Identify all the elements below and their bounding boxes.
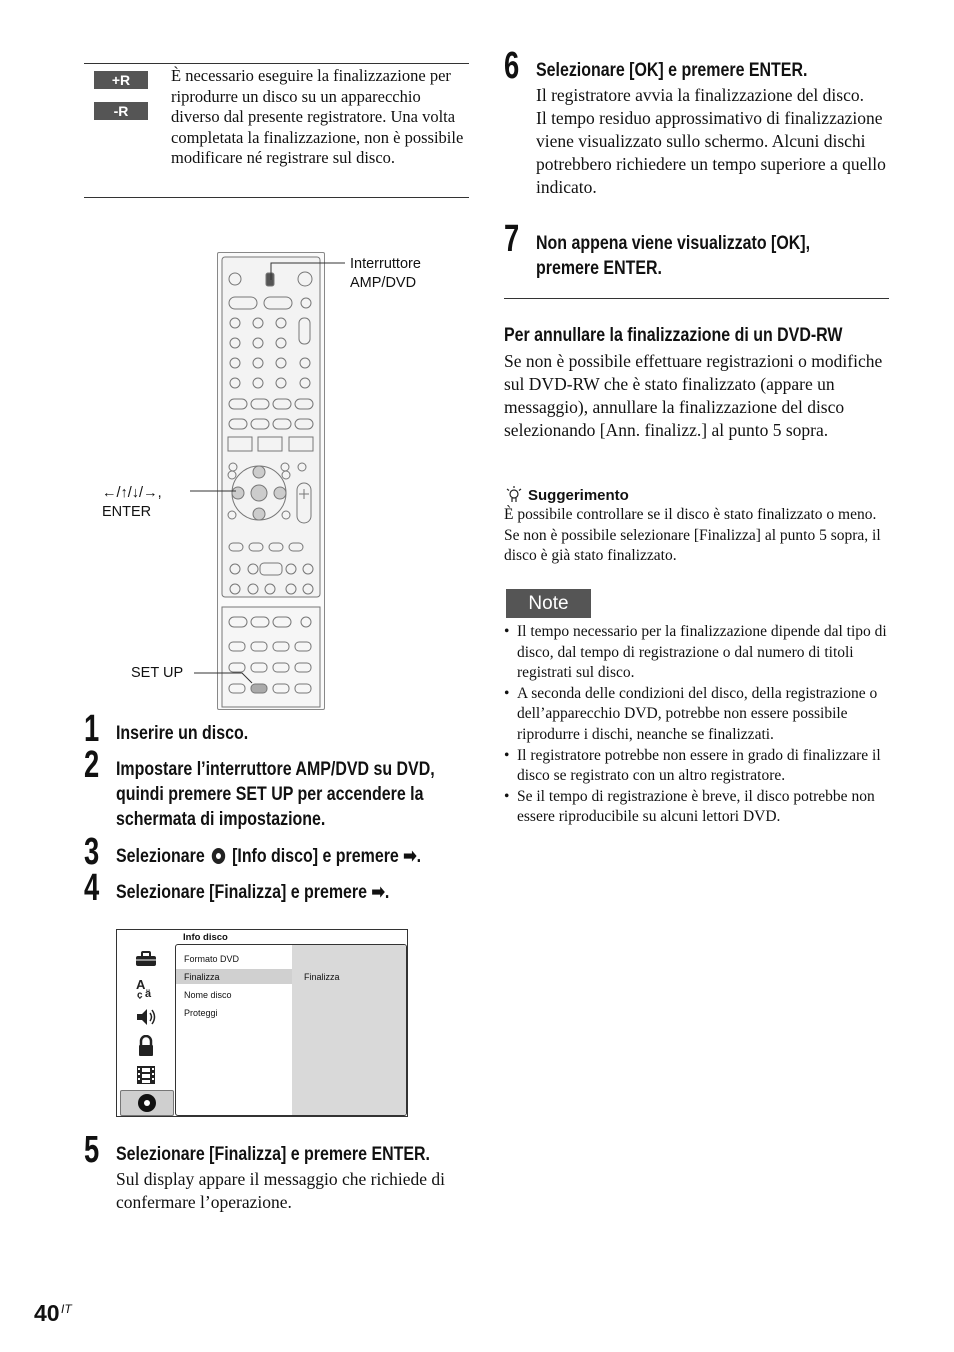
notes-list (504, 622, 889, 828)
table-bottom-rule (84, 197, 469, 198)
toolbox-icon (120, 946, 172, 972)
menu-right-finalizza: Finalizza (304, 972, 340, 982)
note-item: • Il tempo necessario per la finalizzazione dipende dal tipo di disco, dal tempo di registrazione o dal numero di titoli registrati sul disco. (504, 622, 889, 684)
step-1-number: 1 (84, 708, 99, 750)
note-badge: Note (506, 589, 591, 618)
step-2-number: 2 (84, 744, 99, 786)
step-7-number: 7 (504, 218, 519, 260)
disc-icon (212, 848, 225, 864)
menu-item-proteggi[interactable]: Proteggi (184, 1008, 218, 1018)
step-5-body: Sul display appare il messaggio che richiede di confermare l’operazione. (116, 1169, 446, 1212)
table-top-rule (84, 63, 469, 64)
step-2-heading: Impostare l’interruttore AMP/DVD su DVD, quindi premere SET UP per accendere la schermata di impostazione. (116, 759, 435, 830)
label-switch: Interruttore AMP/DVD (350, 256, 421, 291)
language-icon (120, 975, 172, 1001)
badge-minus-r: -R (94, 102, 148, 120)
step-7-heading: Non appena viene visualizzato [OK], premere ENTER. (536, 233, 811, 279)
menu-panel (175, 944, 407, 1116)
note-item: • A seconda delle condizioni del disco, della registrazione o dell’apparecchio DVD, potrebbe non essere possibile riprodurre i dischi, neanche se finalizzati. (504, 684, 889, 746)
label-setup: SET UP (131, 665, 184, 681)
tip-body: È possibile controllare se il disco è stato finalizzato o meno. Se non è possibile selezionare [Finalizza] al punto 5 sopra, il disco è già stato finalizzato. (504, 506, 881, 565)
page-number: 40 (34, 1300, 60, 1326)
film-icon (120, 1062, 172, 1088)
step-6-number: 6 (504, 45, 519, 87)
menu-right-panel (292, 945, 406, 1115)
disc-icon (120, 1090, 174, 1116)
step-5-heading: Selezionare [Finalizza] e premere ENTER. (116, 1144, 430, 1165)
lock-icon (120, 1033, 172, 1059)
step-6-body: Il registratore avvia la finalizzazione del disco. Il tempo residuo approssimativo di finalizzazione viene visualizzato sullo schermo. Alcuni dischi potrebbero richiedere un tempo superiore a quello indicato. (536, 85, 886, 197)
table-note-text: È necessario eseguire la finalizzazione per riprodurre un disco su un apparecchio diverso dal presente registratore. Una volta completata la finalizzazione, non è possibile modificare né registrare sul disco. (171, 66, 464, 167)
note-item: • Il registratore potrebbe non essere in grado di finalizzare il disco se registrato con un altro registratore. (504, 746, 889, 787)
step-5-number: 5 (84, 1129, 99, 1171)
step-3-heading: Selezionare [Info disco] e premere ➡. (116, 846, 422, 867)
step-4-number: 4 (84, 867, 99, 909)
step-4-heading: Selezionare [Finalizza] e premere ➡. (116, 882, 390, 903)
right-arrow-icon: ➡. (371, 882, 390, 903)
cancel-heading: Per annullare la finalizzazione di un DVD-RW (504, 325, 843, 346)
svg-text:ç: ç (137, 990, 143, 999)
section-rule (504, 298, 889, 299)
speaker-icon (120, 1004, 172, 1030)
svg-text:ä: ä (145, 988, 152, 999)
callout-lines (180, 255, 350, 695)
menu-sidebar (117, 944, 173, 1116)
note-item: • Se il tempo di registrazione è breve, il disco potrebbe non essere riproducibile su alcuni lettori DVD. (504, 787, 889, 828)
page-language-suffix: IT (61, 1302, 72, 1316)
setup-menu-screenshot (116, 929, 408, 1117)
cancel-body: Se non è possibile effettuare registrazioni o modifiche sul DVD-RW che è stato finalizzato (appare un messaggio), annullare la finalizzazione del disco selezionando [Ann. finalizz.] al punto 5 sopra. (504, 351, 883, 440)
menu-title: Info disco (183, 932, 228, 943)
badge-plus-r: +R (94, 71, 148, 89)
right-arrow-icon: ➡. (403, 846, 422, 867)
svg-text:A: A (136, 977, 146, 992)
step-6-heading: Selezionare [OK] e premere ENTER. (536, 60, 808, 81)
step-1-heading: Inserire un disco. (116, 723, 249, 744)
menu-item-finalizza[interactable]: Finalizza (184, 972, 220, 982)
step-3-number: 3 (84, 831, 99, 873)
label-arrows-enter: ←/↑/↓/→, ENTER (102, 485, 162, 520)
tip-heading: Suggerimento (528, 487, 629, 504)
menu-item-nome-disco[interactable]: Nome disco (184, 990, 232, 1000)
menu-item-formato-dvd[interactable]: Formato DVD (184, 954, 240, 964)
